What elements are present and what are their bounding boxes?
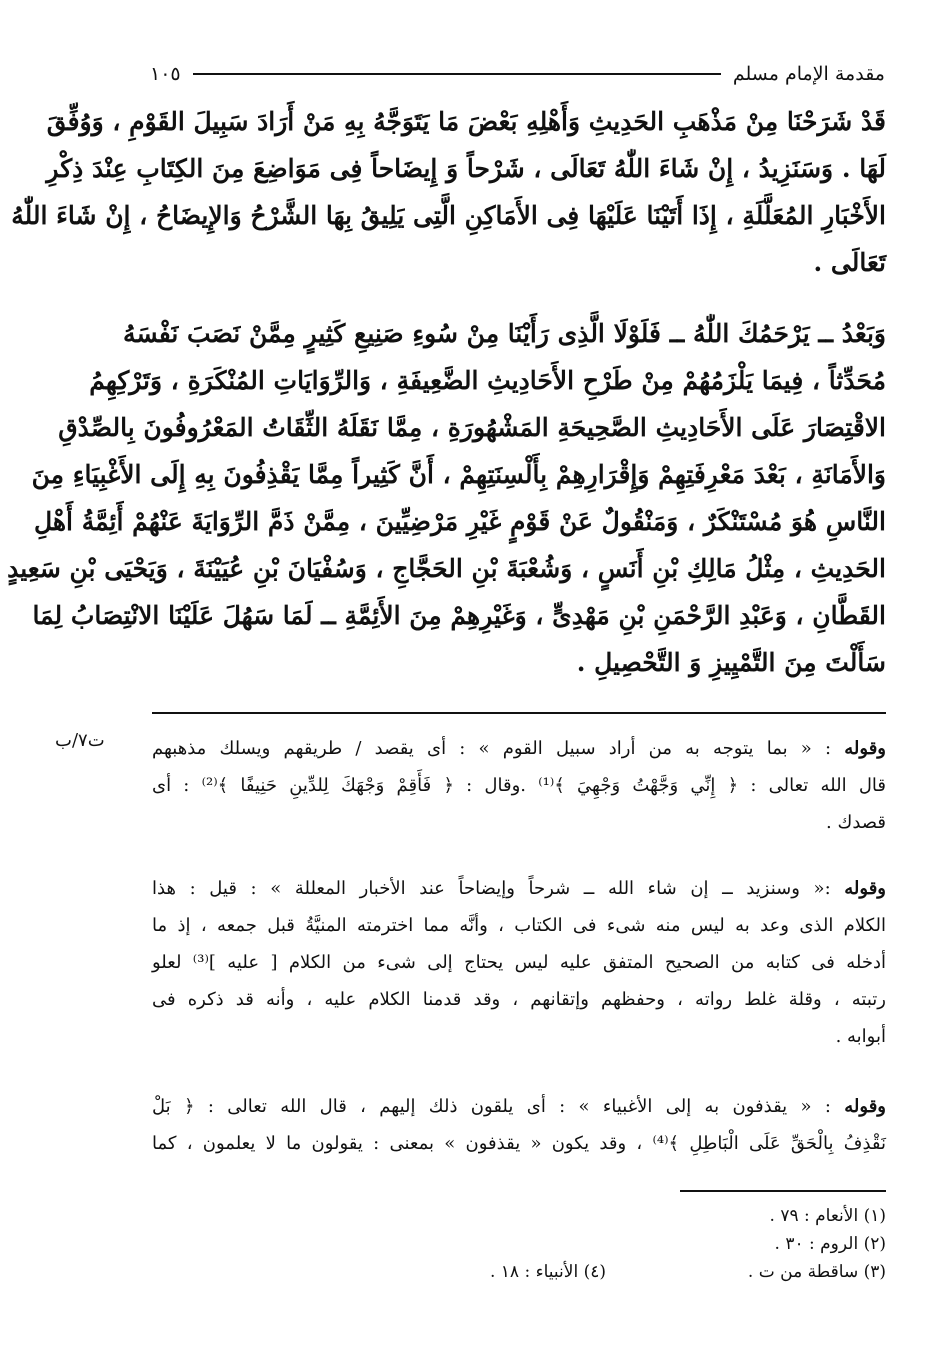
commentary-block-3 [152,1088,886,1162]
commentary-lead: وقوله [844,738,886,759]
commentary-line [152,944,886,981]
footnotes [152,1202,886,1286]
footnote-row [152,1258,886,1286]
commentary-line [152,1088,886,1125]
commentary-text: : « يقذفون به إلى الأغبياء » : أى يلقون ذلك إليهم ، قال الله تعالى : ﴿ بَلْ [152,1096,845,1117]
commentary-lead: وقوله [844,878,886,899]
commentary-line [152,870,886,907]
commentary-line [152,730,886,767]
margin-note: ت٧/ب [55,730,105,751]
main-line: قَدْ شَرَحْنَا مِنْ مَذْهَبِ الحَدِيثِ وَأَهْلِهِ بَعْضَ مَا يَتَوَجَّهُ بِهِ مَنْ أَرَادَ سَبِيلَ القَوْمِ ، وَوُفِّقَ [46,107,886,136]
commentary-lead: وقوله [844,1096,886,1117]
commentary-line [152,804,886,841]
page-number: ١٠٥ [150,63,181,85]
main-line: مُحَدِّثاً ، فِيمَا يَلْزَمُهُمْ مِنْ طَرْحِ الأَحَادِيثِ الضَّعِيفَةِ ، وَالرِّوَايَاتِ المُنْكَرَةِ ، وَتَرْكِهِمُ [89,366,886,395]
main-line: وَالأَمَانَةِ ، بَعْدَ مَعْرِفَتِهِمْ وَإِقْرَارِهِمْ بِأَلْسِنَتِهِمْ ، أَنَّ كَثِيراً مِمَّا يَقْذِفُونَ بِهِ إِلَى الأَغْبِيَاءِ مِنَ [31,460,886,489]
commentary-line [152,1125,886,1162]
footnote-separator [680,1190,886,1192]
main-text [7,98,886,686]
commentary-text: الكلام الذى وعد به ليس منه شىء فى الكتاب ، وأنَّه مما اخترمته المنيَّةُ قبل جمعه ، إذ ما [152,915,886,936]
footnote-3: (٣) ساقطة من ت . [747,1262,886,1282]
paragraph-gap [152,286,886,310]
running-title: مقدمة الإمام مسلم [732,63,885,85]
main-separator [152,712,886,714]
footnote-2: (٢) الروم : ٣٠ . [774,1234,886,1254]
page-header [150,58,885,90]
commentary-line [152,767,886,804]
header-rule [193,73,721,75]
main-line: سَأَلْتَ مِنَ التَّمْيِيزِ وَ التَّحْصِيلِ . [576,648,886,677]
main-line: الاقْتِصَارَ عَلَى الأَحَادِيثِ الصَّحِيحَةِ المَشْهُورَةِ ، مِمَّا نَقَلَهُ الثِّقَاتُ المَعْرُوفُونَ بِالصِّدْقِ [58,413,886,442]
main-line: تَعَالَى . [813,248,886,277]
commentary-text: رتبته ، وقلة غلط رواته ، وحفظهم وإتقانهم ، وقد قدمنا الكلام عليه ، وأنه قد ذكره فى [152,989,886,1010]
main-line: النَّاسِ هُوَ مُسْتَنْكَرٌ ، وَمَنْقُولٌ عَنْ قَوْمٍ غَيْرِ مَرْضِيِّينَ ، مِمَّنْ ذَمَّ الرِّوَايَةَ عَنْهُمْ أَئِمَّةُ أَهْلِ [33,507,886,536]
commentary-text: قصدك . [826,812,886,833]
main-line: لَهَا . وَسَنَزِيدُ ، إِنْ شَاءَ اللّٰهُ تَعَالَى ، شَرْحاً وَ إِيضَاحاً فِى مَوَاضِعَ مِنَ الكِتَابِ عِنْدَ ذِكْرِ [46,154,886,183]
commentary-text: قال الله تعالى : ﴿ إِنِّي وَجَّهْتُ وَجْهِيَ ﴾⁽¹⁾ .وقال : ﴿ فَأَقِمْ وَجْهَكَ لِلدِّينِ حَنِيفًا ﴾⁽²⁾ : أى [152,775,886,796]
main-line: وَبَعْدُ ــ يَرْحَمُكَ اللّٰهُ ــ فَلَوْلَا الَّذِى رَأَيْنَا مِنْ سُوءِ صَنِيعِ كَثِيرٍ مِمَّنْ نَصَبَ نَفْسَهُ [123,319,886,348]
commentary-block-1 [152,730,886,841]
commentary-line [152,981,886,1018]
main-line: القَطَّانِ ، وَعَبْدِ الرَّحْمَنِ بْنِ مَهْدِىٍّ ، وَغَيْرِهِمْ مِنَ الأَئِمَّةِ ــ لَمَا سَهُلَ عَلَيْنَا الانْتِصَابُ لِمَا [32,601,886,630]
commentary-text: : « بما يتوجه به من أراد سبيل القوم » : أى يقصد / طريقهم ويسلك مذهبهم [152,738,845,759]
commentary-text: :« وسنزيد ــ إن شاء الله ــ شرحاً وإيضاحاً عند الأخبار المعللة » : قيل : هذا [152,878,845,899]
main-line: الأَخْبَارِ المُعَلَّلَةِ ، إِذَا أَتَيْنَا عَلَيْهَا فِى الأَمَاكِنِ الَّتِى يَلِيقُ بِهَا الشَّرْحُ وَالإِيضَاحُ ، إِنْ شَاءَ اللّٰهُ [11,201,886,230]
footnote-4: (٤) الأنبياء : ١٨ . [489,1262,606,1282]
commentary-line [152,1018,886,1055]
commentary-block-2 [152,870,886,1055]
commentary-line [152,907,886,944]
commentary-text: نَقْذِفُ بِالْحَقِّ عَلَى الْبَاطِلِ ﴾⁽⁴⁾ ، وقد يكون « يقذفون » بمعنى : يقولون ما لا يعلمون ، كما [152,1133,887,1154]
commentary-text: أبوابه . [835,1026,886,1047]
footnote-1: (١) الأنعام : ٧٩ . [769,1206,886,1226]
main-line: الحَدِيثِ ، مِثْلُ مَالِكِ بْنِ أَنَسٍ ، وَشُعْبَةَ بْنِ الحَجَّاجِ ، وَسُفْيَانَ بْنِ عُيَيْنَةَ ، وَيَحْيَى بْنِ سَعِيدٍ [7,554,886,583]
commentary-text: أدخله فى كتابه من الصحيح المتفق عليه ليس يحتاج إلى شىء من الكلام [ عليه ]⁽³⁾ لعلو [152,952,886,973]
